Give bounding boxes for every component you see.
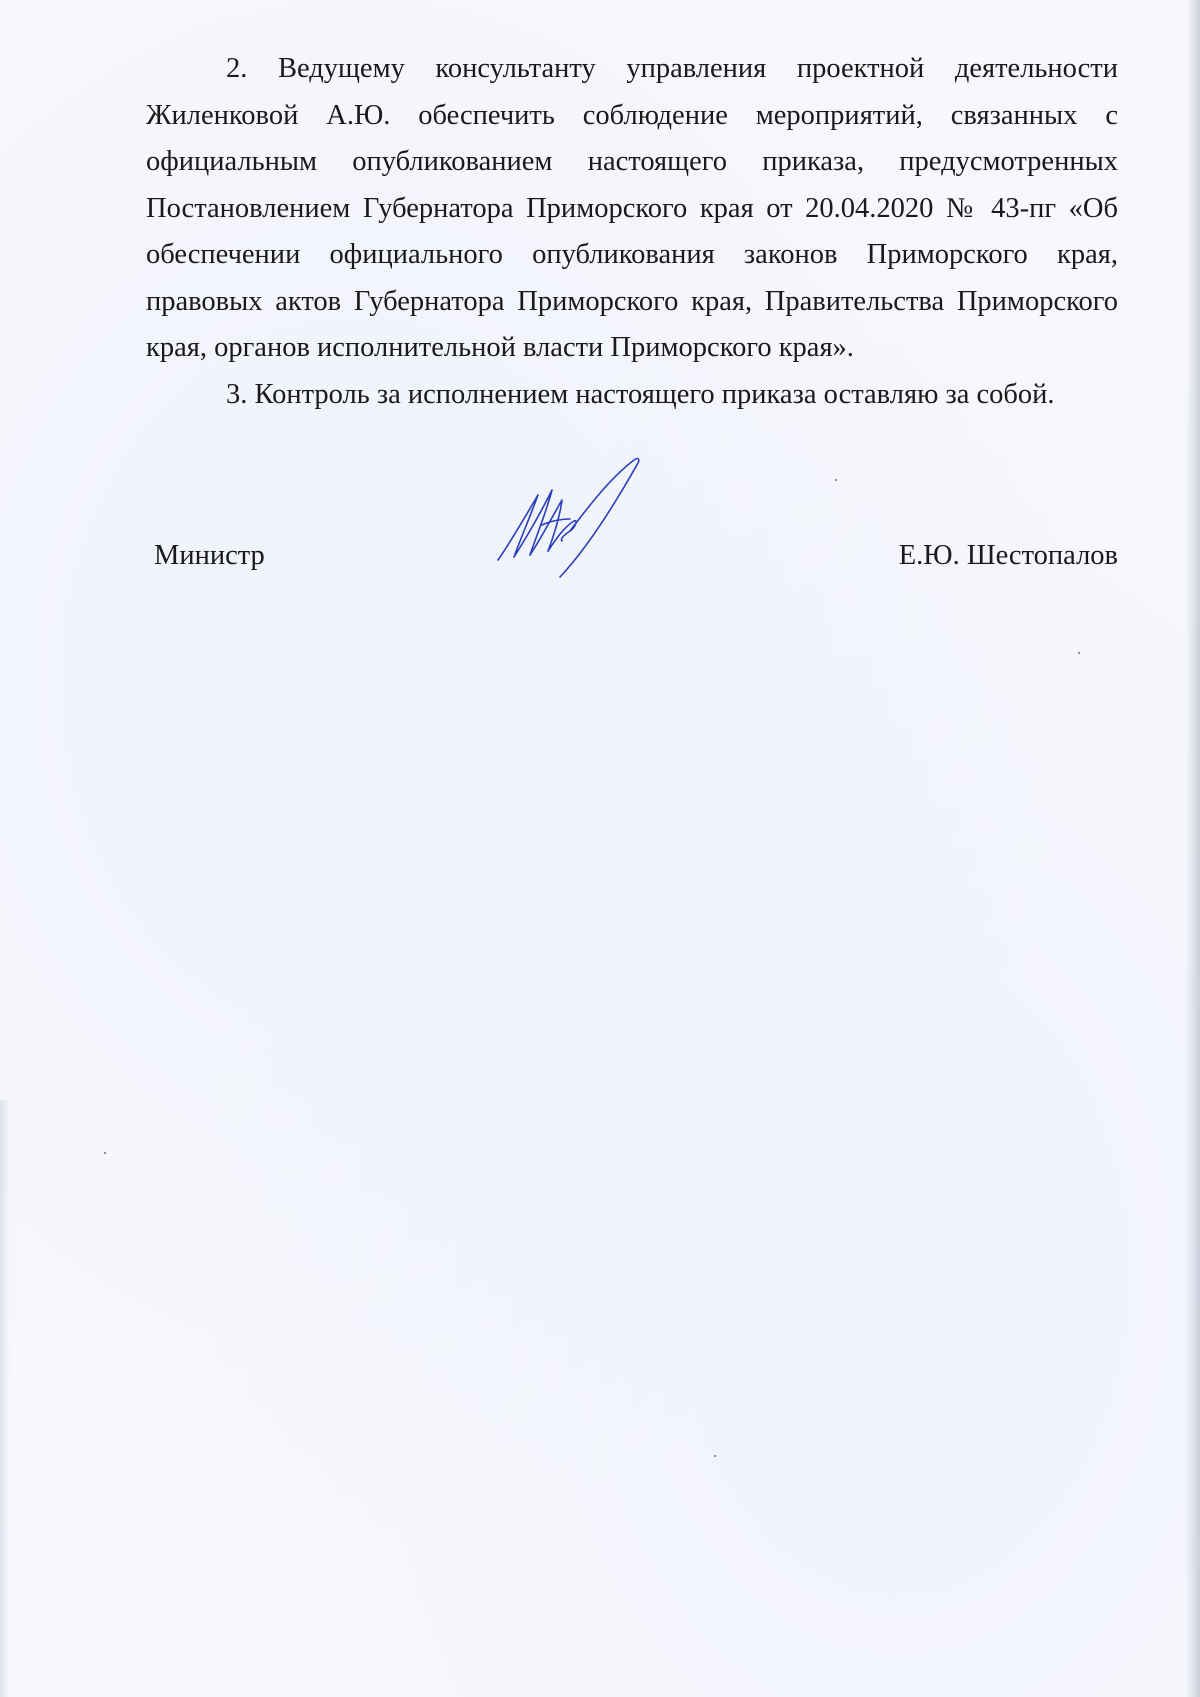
scan-speck: [1078, 652, 1080, 654]
paragraph-3: 3. Контроль за исполнением настоящего приказа оставляю за собой.: [226, 378, 1055, 410]
scan-speck: [835, 479, 837, 481]
signatory-name: Е.Ю. Шестопалов: [898, 540, 1118, 571]
scan-edge-shadow-left: [0, 1100, 10, 1697]
document-body: [146, 46, 1118, 418]
signatory-title: Министр: [154, 540, 265, 571]
paragraph-2: 2. Ведущему консультанту управления проектной деятельности Жиленковой А.Ю. обеспечить соблюдение мероприятий, связанных с официальным опубликованием настоящего приказа, предусмотренных Постановлением Губернатора Приморского края от 20.04.2020 № 43-пг «Об обеспечении официального опубликования законов Приморского края, правовых актов Губернатора Приморского края, Правительства Приморского края, органов исполнительной власти Приморского края».: [146, 53, 1118, 363]
scan-speck: [104, 1152, 106, 1154]
scan-speck: [714, 1455, 716, 1457]
scan-edge-shadow-right: [1186, 0, 1200, 1697]
signature-block: [154, 540, 1118, 590]
